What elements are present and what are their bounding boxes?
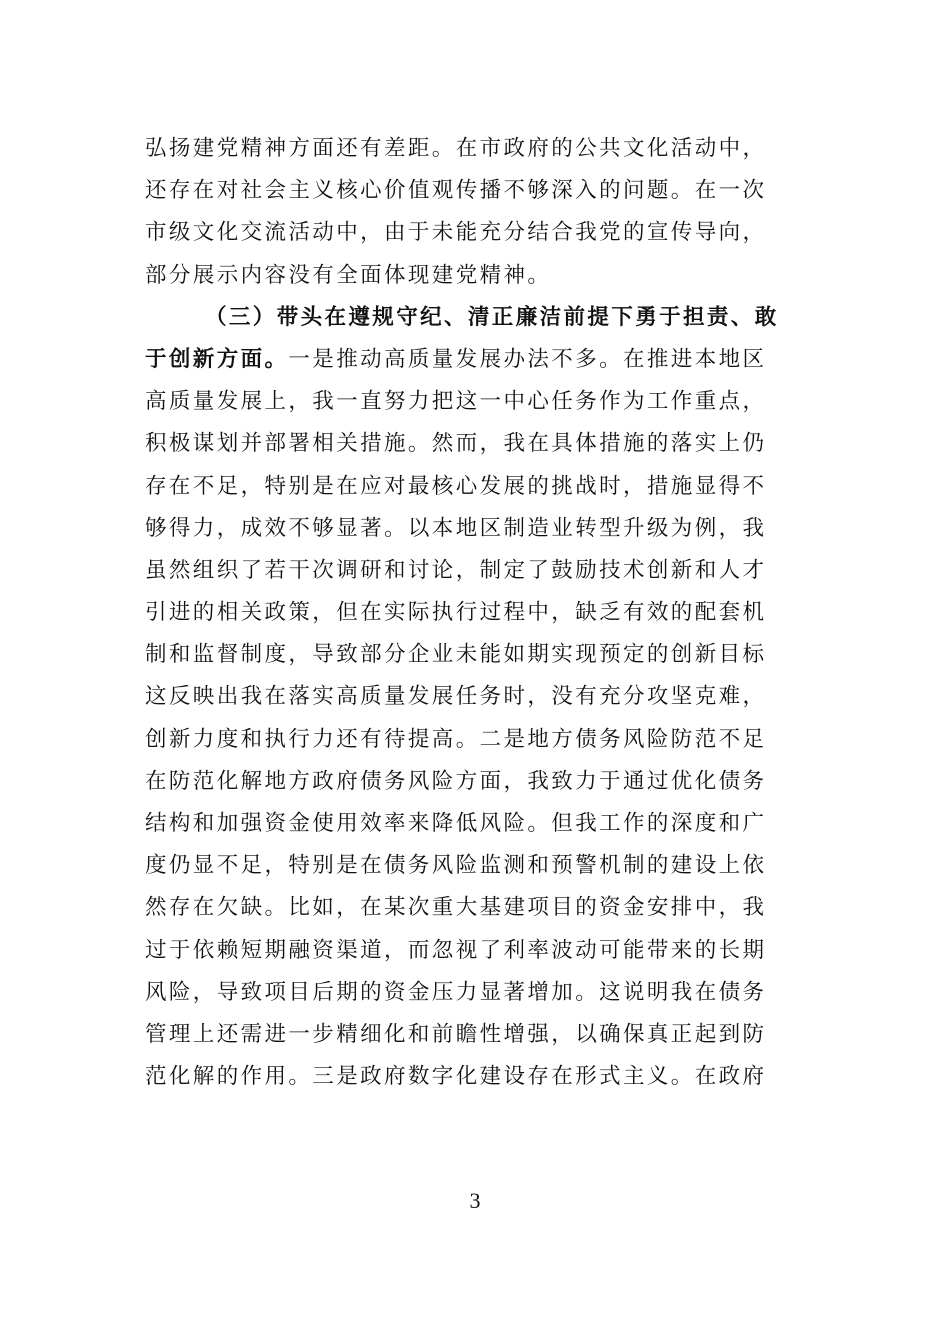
text-line-22 <box>145 1014 815 1056</box>
section-heading-line-1 <box>145 297 815 339</box>
text-line-3 <box>145 212 815 254</box>
text-line-12-content: 引进的相关政策，但在实际执行过程中，缺乏有效的配套机 <box>145 600 767 626</box>
text-line-23-content: 范化解的作用。三是政府数字化建设存在形式主义。在政府 <box>145 1064 767 1090</box>
text-line-10-content: 够得力，成效不够显著。以本地区制造业转型升级为例，我 <box>145 515 767 541</box>
text-line-2-content: 还存在对社会主义核心价值观传播不够深入的问题。在一次 <box>145 178 767 204</box>
text-line-9 <box>145 466 815 508</box>
text-line-13 <box>145 634 815 676</box>
text-line-9-content: 存在不足，特别是在应对最核心发展的挑战时，措施显得不 <box>145 473 767 499</box>
text-line-17-content: 结构和加强资金使用效率来降低风险。但我工作的深度和广 <box>145 811 767 836</box>
page-number: 3 <box>469 1188 481 1213</box>
text-line-17 <box>145 803 815 845</box>
text-line-7 <box>145 381 815 423</box>
text-line-18 <box>145 845 815 887</box>
text-line-2 <box>145 170 815 212</box>
text-line-16-content: 在防范化解地方政府债务风险方面，我致力于通过优化债务 <box>145 768 767 794</box>
text-line-13-content: 制和监督制度，导致部分企业未能如期实现预定的创新目标 <box>145 642 767 668</box>
text-line-11-content: 虽然组织了若干次调研和讨论，制定了鼓励技术创新和人才 <box>145 557 767 583</box>
section-heading-line-2 <box>145 339 815 381</box>
text-line-1-content: 弘扬建党精神方面还有差距。在市政府的公共文化活动中， <box>145 136 767 161</box>
text-line-19 <box>145 887 815 929</box>
text-line-23 <box>145 1056 815 1098</box>
text-line-8 <box>145 423 815 465</box>
text-line-21 <box>145 972 815 1014</box>
text-line-14-content: 这反映出我在落实高质量发展任务时，没有充分攻坚克难， <box>145 684 767 710</box>
text-line-7-content: 高质量发展上，我一直努力把这一中心任务作为工作重点， <box>145 389 767 415</box>
text-line-18-content: 度仍显不足，特别是在债务风险监测和预警机制的建设上依 <box>145 853 767 879</box>
text-line-20 <box>145 930 815 972</box>
text-line-12 <box>145 592 815 634</box>
text-line-19-content: 然存在欠缺。比如，在某次重大基建项目的资金安排中，我 <box>145 895 767 921</box>
text-line-3-content: 市级文化交流活动中，由于未能充分结合我党的宣传导向， <box>145 220 767 246</box>
text-line-21-content: 风险，导致项目后期的资金压力显著增加。这说明我在债务 <box>145 979 767 1005</box>
text-line-10 <box>145 508 815 550</box>
body-text <box>145 128 815 1098</box>
text-line-22-content: 管理上还需进一步精细化和前瞻性增强，以确保真正起到防 <box>145 1021 767 1047</box>
text-line-1 <box>145 128 815 170</box>
text-line-11 <box>145 550 815 592</box>
text-line-20-content: 过于依赖短期融资渠道，而忽视了利率波动可能带来的长期 <box>145 937 767 963</box>
text-line-15 <box>145 719 815 761</box>
section-heading-3: （三）带头在遵规守纪、清正廉洁前提下勇于担责、敢 <box>205 304 779 330</box>
text-line-14 <box>145 676 815 718</box>
text-line-6-content: 一是推动高质量发展办法不多。在推进本地区 <box>288 346 767 372</box>
text-line-4 <box>145 255 815 297</box>
text-line-8-content: 积极谋划并部署相关措施。然而，我在具体措施的落实上仍 <box>145 431 767 457</box>
section-heading-3-cont: 于创新方面。 <box>145 346 289 372</box>
text-line-16 <box>145 761 815 803</box>
text-line-15-content: 创新力度和执行力还有待提高。二是地方债务风险防范不足 <box>145 726 767 752</box>
text-line-4-content: 部分展示内容没有全面体现建党精神。 <box>145 262 552 288</box>
